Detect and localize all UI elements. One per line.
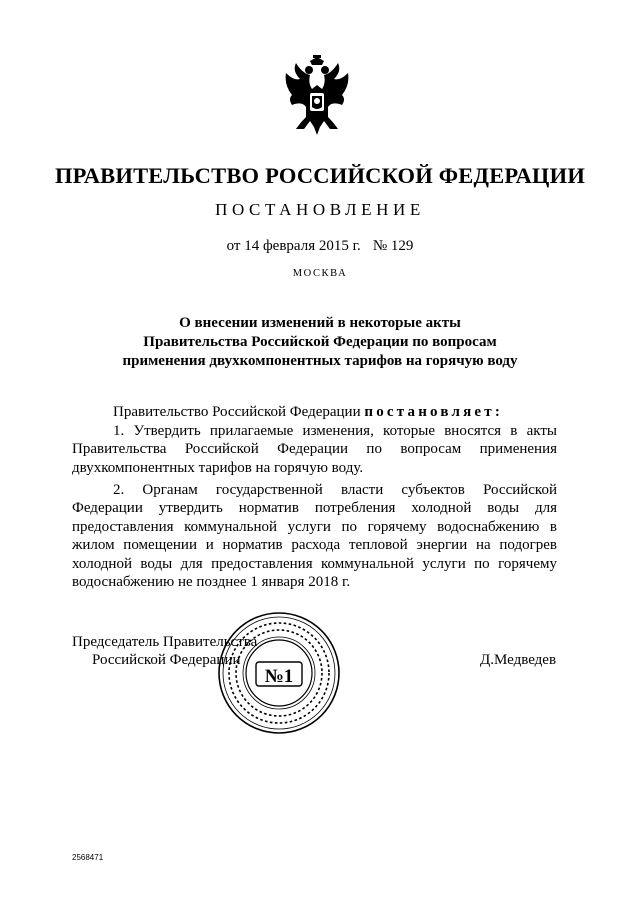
intro-paragraph [113,403,563,421]
document-code: 2568471 [72,853,104,862]
title-line: О внесении изменений в некоторые акты [179,315,461,331]
paragraph-2: 2. Органам государственной власти субъектов Российской Федерации утвердить норматив потребления холодной воды для предоставления коммунальной услуги по горячему водоснабжению в жилом помещении и норматив расхода тепловой энергии на подогрев холодной воды для предоставления коммунальной услуги по горячему водоснабжению не позднее 1 января 2018 г. [72,482,557,591]
date-number-line [0,238,640,255]
paragraph-1: 1. Утвердить прилагаемые изменения, которые вносятся в акты Правительства Российской Федерации по вопросам применения двухкомпонентных тарифов на горячую воду. [72,423,557,476]
intro-verb: постановляет: [364,404,504,420]
act-date: от 14 февраля 2015 г. [226,238,361,254]
signatory-name: Д.Медведев [480,652,557,668]
intro-prefix: Правительство Российской Федерации [113,404,361,420]
russian-coat-of-arms-icon [272,55,362,141]
official-seal [216,610,342,736]
signatory-position: Российской Федерации [92,652,241,668]
act-type: ПОСТАНОВЛЕНИЕ [215,200,425,219]
act-number: № 129 [372,238,414,254]
city: МОСКВА [292,268,348,279]
title-line: Правительства Российской Федерации по вопросам [143,334,497,350]
government-name: ПРАВИТЕЛЬСТВО РОССИЙСКОЙ ФЕДЕРАЦИИ [54,163,586,188]
signatory-position: Председатель Правительства [72,634,258,650]
title-line: применения двухкомпонентных тарифов на горячую воду [122,353,518,369]
seal-number: №1 [264,666,294,687]
